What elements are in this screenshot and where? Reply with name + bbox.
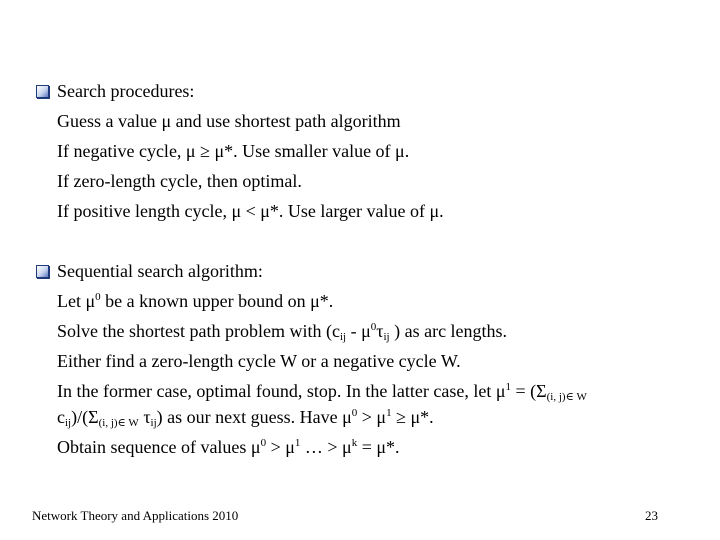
body-line: If zero-length cycle, then optimal. [57,171,302,191]
body-line: If negative cycle, μ ≥ μ*. Use smaller value of μ. [57,141,410,161]
section-heading-sequential-search: Sequential search algorithm: [57,261,263,281]
body-line: Guess a value μ and use shortest path algorithm [57,111,401,131]
footer-title: Network Theory and Applications 2010 [32,508,239,523]
square-bullet-icon [36,85,49,98]
body-line-either: Either find a zero-length cycle W or a negative cycle W. [57,351,461,371]
body-line-former: In the former case, optimal found, stop. In the latter case, let $\mu^1 = (\Sigma_{(i, j)\in W}$ [57,381,587,403]
body-line: If positive length cycle, μ < μ*. Use larger value of μ. [57,201,444,221]
body-line-solve: Solve the shortest path problem with ($c_{ij} - \mu^0\tau_{ij}$ ) as arc lengths. [57,321,508,343]
square-bullet-icon [36,265,49,278]
section-heading-search-procedures: Search procedures: [57,81,195,101]
body-line-obtain: Obtain sequence of values $\mu^0 > \mu^1$ … > $\mu^k = \mu*$. [57,437,400,457]
page-number: 23 [645,508,658,523]
body-line-let: Let $\mu^0$ be a known upper bound on μ*. [57,291,334,311]
body-line-cij: $c_{ij})/(\Sigma_{(i, j)\in W}$ $\tau_{ij}$) as our next guess. Have $\mu^0 > \mu^1 \ge \mu*$. [57,407,434,429]
